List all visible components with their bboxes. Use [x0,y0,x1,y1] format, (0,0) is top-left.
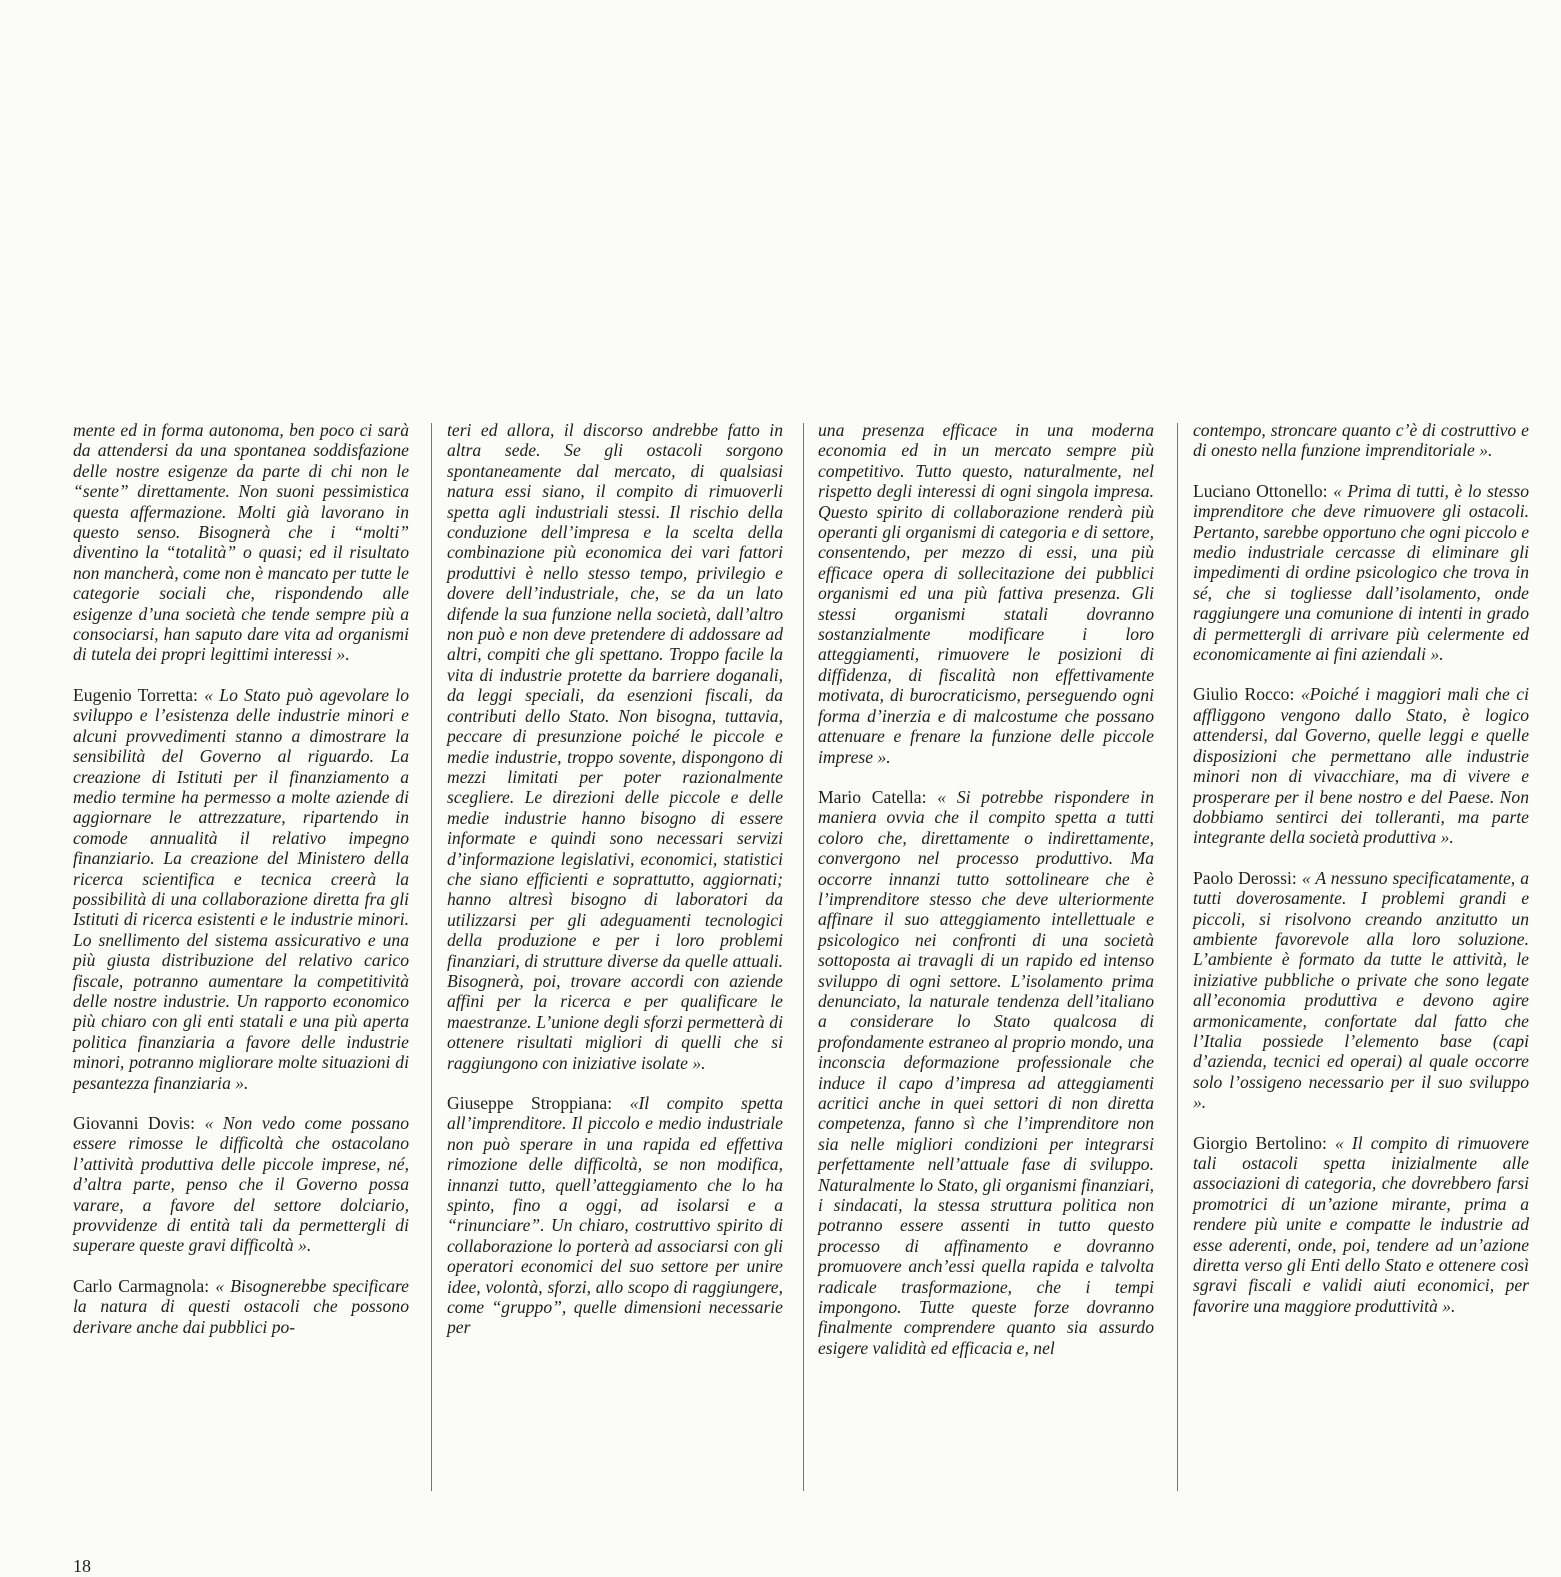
speaker-name: Mario Catella: [818,786,938,807]
speaker-name: Luciano Ottonello: [1193,480,1334,501]
paragraph [447,1093,783,1338]
paragraph [818,420,1154,767]
speaker-name: Giulio Rocco: [1193,684,1301,705]
paragraph [1193,868,1529,1113]
paragraph [73,1276,409,1337]
paragraph [1193,481,1529,665]
paragraph-text: una presenza efficace in una moderna economia ed in un mercato sempre più competitivo. Tutto questo, naturalmente, nel rispetto degli interessi di ogni singola impresa. Questo spirito di collaborazione renderà più operanti gli organismi di categoria e di settore, consentendo, per mezzo di essi, una più efficace opera di sollecitazione dei pubblici organismi ed una più fattiva presenza. Gli stessi organismi statali dovranno sostanzialmente modificare i loro atteggiamenti, rimuovere le posizioni di diffidenza, di fiscalità non effettivamente motivata, di burocraticismo, perseguendo ogni forma d’inerzia e di malcostume che possano attenuare e frenare la funzione delle piccole imprese ». [818,420,1154,767]
paragraph-text: « Lo Stato può agevolare lo sviluppo e l’esistenza delle industrie minori e alcuni provvedimenti stanno a dimostrare la sensibilità del Governo al riguardo. La creazione di Istituti per il finanziamento a medio termine ha permesso a molte aziende di aggiornare le attrezzature, ripartendo in comode annualità il relativo impegno finanziario. La creazione del Ministero della ricerca scientifica e tecnica creerà la possibilità di una collaborazione diretta fra gli Istituti di ricerca esistenti e le industrie minori. Lo snellimento del sistema assicurativo e una più giusta distribuzione del relativo carico fiscale, potranno aumentare la competitività delle nostre industrie. Un rapporto economico più chiaro con gli enti statali e una più aperta politica finanziaria a favore delle industrie minori, potranno migliorare molte situazioni di pesantezza finanziaria ». [73,684,409,1093]
speaker-name: Giorgio Bertolino: [1193,1132,1335,1153]
speaker-name: Eugenio Torretta: [73,684,205,705]
paragraph-text: « Il compito di rimuovere tali ostacoli spetta inizialmente alle associazioni di categoria, che dovrebbero farsi promotrici di un’azione mirante, prima a rendere più unite e compatte le industrie ad esse aderenti, onde, poi, tendere ad un’azione diretta verso gli Enti dello Stato e ottenere così sgravi fiscali e validi aiuti economici, per favorire una maggiore produttività ». [1193,1132,1529,1316]
text-column-2 [447,420,783,1358]
paragraph-text: contempo, stroncare quanto c’è di costruttivo e di onesto nella funzione imprenditoriale ». [1193,420,1529,461]
speaker-name: Paolo Derossi: [1193,867,1302,888]
paragraph [1193,1133,1529,1317]
speaker-name: Carlo Carmagnola: [73,1275,216,1296]
paragraph-text: « Non vedo come possano essere rimosse le difficoltà che ostacolano l’attività produttiva delle piccole imprese, né, d’altra parte, penso che il Governo possa varare, a favore del settore dolciario, provvidenze di entità tali da permettergli di superare queste gravi difficoltà ». [73,1113,410,1256]
paragraph [73,1113,409,1256]
paragraph-text: « Si potrebbe rispondere in maniera ovvia che il compito spetta a tutti coloro che, direttamente o indirettamente, convergono nel processo produttivo. Ma occorre innanzi tutto sottolineare che è l’imprenditore stesso che deve ulteriormente affinare il suo atteggiamento intellettuale e psicologico nei confronti di una società sottoposta ai travagli di un rapido ed intenso sviluppo di ogni settore. L’isolamento prima denunciato, la naturale tendenza dell’italiano a considerare lo Stato qualcosa di profondamente estraneo al proprio mondo, una inconscia deformazione professionale che induce il capo d’impresa ad atteggiamenti acritici anche in quei settori di non diretta competenza, fanno sì che l’imprenditore non sia nelle migliori condizioni per integrarsi perfettamente nell’attuale fase di sviluppo. Naturalmente lo Stato, gli organismi finanziari, i sindacati, la stessa struttura politica non potranno essere assenti in tutto questo processo di affinamento e dovranno promuovere anch’essi quella rapida e talvolta radicale trasformazione, che i tempi impongono. Tutte queste forze dovranno finalmente comprendere quanto sia assurdo esigere validità ed efficacia e, nel [818,786,1154,1358]
text-column-4 [1193,420,1529,1336]
paragraph [818,787,1154,1358]
paragraph [73,685,409,1093]
paragraph-text: mente ed in forma autonoma, ben poco ci sarà da attendersi da una spontanea soddisfazione delle nostre esigenze da parte di chi non le “sente” direttamente. Non suoni pessimistica questa affermazione. Molti già lavorano in questo senso. Bisognerà che i “molti” diventino la “totalità” o quasi; ed il risultato non mancherà, come non è mancato per tutte le categorie sociali che, rispondendo alle esigenze d’una società che tende sempre più a consociarsi, han saputo dare vita ad organismi di tutela dei propri legittimi interessi ». [73,420,409,665]
column-divider [431,423,432,1491]
paragraph-text: « Prima di tutti, è lo stesso imprenditore che deve rimuovere gli ostacoli. Pertanto, sarebbe opportuno che ogni piccolo e medio industriale cercasse di eliminare gli impedimenti di ordine psicologico che trova in sé, che si togliesse dall’isolamento, onde raggiungere una comunione di intenti in grado di permettergli di arrivare più celermente ed economicamente ai fini aziendali ». [1193,480,1530,665]
paragraph-text: teri ed allora, il discorso andrebbe fatto in altra sede. Se gli ostacoli sorgono spontaneamente dal mercato, di qualsiasi natura essi siano, il compito di rimuoverli spetta agli industriali stessi. Il rischio della conduzione dell’impresa e la scelta della combinazione più economica dei vari fattori produttivi è nello stesso tempo, privilegio e dovere dell’industriale, che, se da un lato difende la sua funzione nella società, dall’altro non può e non deve pretendere di addossare ad altri, compiti che gli spettano. Troppo facile la vita di industrie protette da barriere doganali, da leggi speciali, da esenzioni fiscali, da contributi dello Stato. Non bisogna, tuttavia, peccare di presunzione poiché le piccole e medie industrie, troppo sovente, dispongono di mezzi limitati per poter razionalmente scegliere. Le direzioni delle piccole e delle medie industrie hanno bisogno di essere informate e quindi sono necessari servizi d’informazione legislativi, economici, statistici che siano efficienti e soprattutto, aggiornati; hanno altresì bisogno di laboratori da utilizzarsi per gli adeguamenti tecnologici della produzione e per i loro problemi finanziari, di strutture diverse da quelle attuali. Bisognerà, poi, trovare accordi con aziende affini per la ricerca e per qualificare le maestranze. L’unione degli sforzi permetterà di ottenere risultati migliori di quelli che si raggiungono con iniziative isolate ». [447,420,783,1073]
text-column-3 [818,420,1154,1378]
paragraph [1193,420,1529,461]
paragraph-text: «Poiché i maggiori mali che ci affliggono vengono dallo Stato, è logico attendersi, dal Governo, quelle leggi e quelle disposizioni che permettano alle industrie minori non di vivacchiare, ma di vivere e prosperare per il bene nostro e del Paese. Non dobbiamo sentirci dei tolleranti, ma parte integrante della società produttiva ». [1193,684,1529,848]
paragraph [447,420,783,1073]
column-divider [1177,423,1178,1491]
paragraph-text: «Il compito spetta all’imprenditore. Il piccolo e medio industriale non può sperare in una rapida ed effettiva rimozione delle difficoltà, se non modifica, innanzi tutto, quell’atteggiamento che lo ha spinto, fino a oggi, ad isolarsi e a “rinunciare”. Un chiaro, costruttivo spirito di collaborazione lo porterà ad associarsi con gli operatori economici del suo settore per unire idee, volontà, sforzi, allo scopo di raggiungere, come “gruppo”, quelle dimensioni necessarie per [447,1093,783,1338]
column-divider [803,423,804,1491]
paragraph-text: « Bisognerebbe specificare la natura di questi ostacoli che possono derivare anche dai pubblici po- [73,1275,409,1337]
page-number: 18 [73,1556,91,1576]
paragraph [1193,684,1529,847]
speaker-name: Giuseppe Stroppiana: [447,1093,630,1113]
speaker-name: Giovanni Dovis: [73,1113,205,1133]
paragraph [73,420,409,665]
text-column-1 [73,420,409,1357]
paragraph-text: « A nessuno specificatamente, a tutti doverosamente. I problemi grandi e piccoli, si risolvono creando anzitutto un ambiente favorevole alla loro soluzione. L’ambiente è formato da tutte le attività, le iniziative pubbliche o private che sono legate all’economia produttiva e devono agire armonicamente, confortate dal fatto che l’Italia possiede l’elemento base (capi d’azienda, tecnici ed operai) al quale occorre solo l’ossigeno necessario per il suo sviluppo ». [1193,867,1529,1113]
